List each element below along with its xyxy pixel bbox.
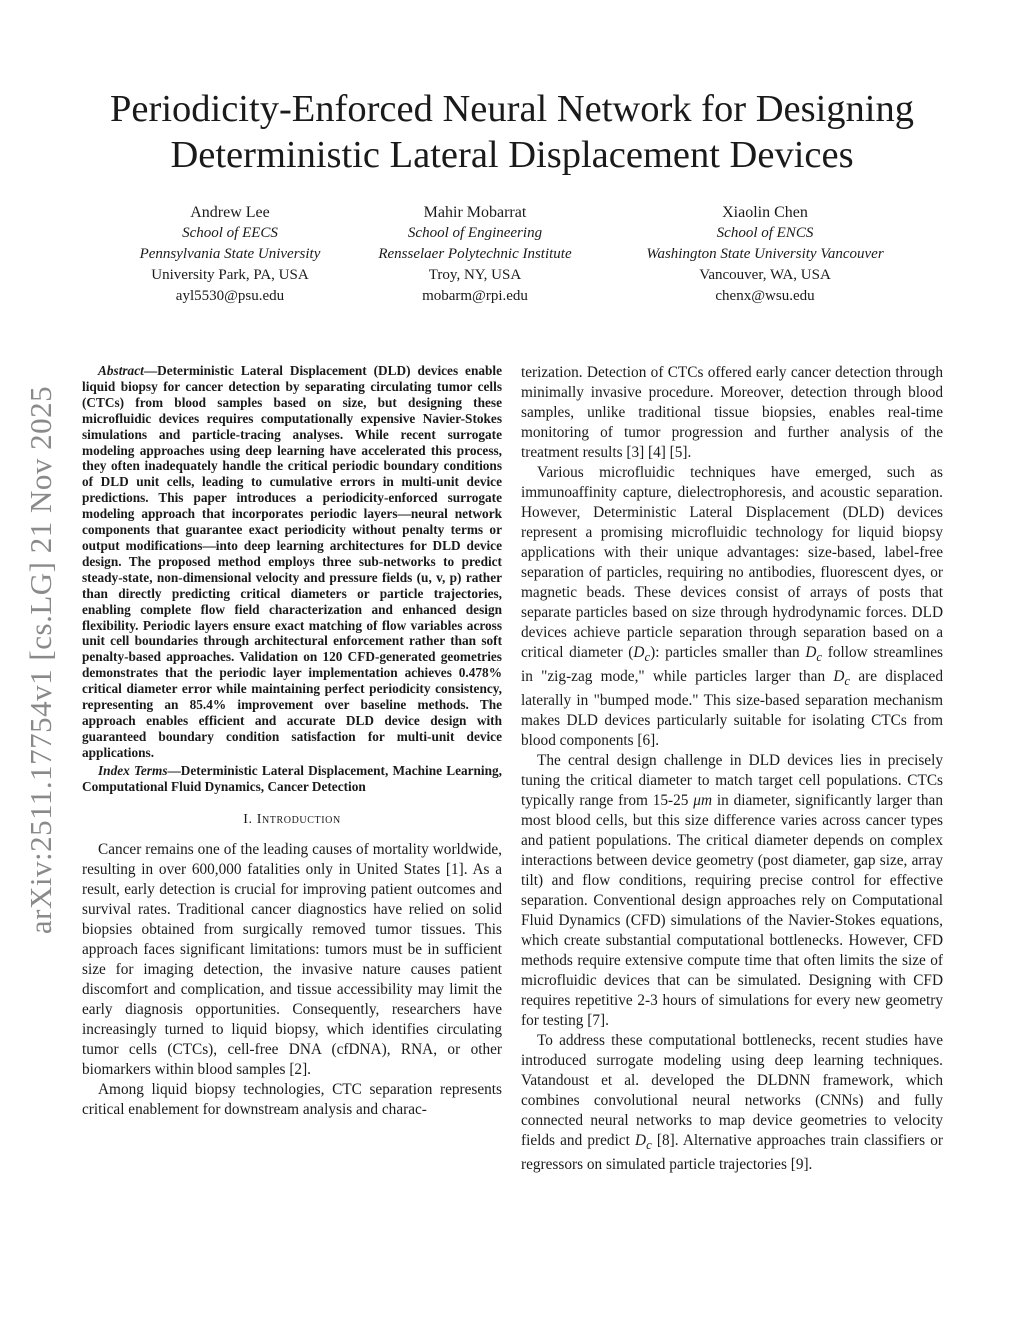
text-run: The central design challenge in DLD devices lies in precisely tuning the critical diameter to match target cell populations. CTCs typically range from 15-25 — [521, 752, 943, 810]
text-run: [8]. Alternative approaches train classifiers or regressors on simulated particle trajectories [9]. — [521, 1132, 943, 1174]
author-email: chenx@wsu.edu — [715, 288, 815, 304]
math-critical-diameter — [635, 1132, 652, 1153]
author-email: mobarm@rpi.edu — [422, 288, 528, 304]
math-critical-diameter — [633, 644, 651, 665]
author-email: ayl5530@psu.edu — [175, 288, 285, 304]
math-subscript: c — [844, 674, 851, 689]
math-symbol: D — [833, 668, 845, 686]
author-name: Mahir Mobarrat — [423, 204, 527, 221]
math-micrometer: μm — [693, 792, 712, 810]
index-terms-label: Index Terms — [98, 762, 168, 778]
right-column — [521, 363, 943, 1175]
author-3 — [600, 202, 930, 307]
author-2 — [345, 202, 605, 307]
body-paragraph: terization. Detection of CTCs offered early cancer detection through minimally invasive procedure. Moreover, detection through blood samples, unlike traditional tissue biopsies, enables real-time monitoring of tumor progression and further analysis of the treatment results [3] [4] [5]. — [521, 364, 943, 461]
paper-title — [0, 86, 1024, 178]
abstract — [82, 363, 502, 761]
body-paragraph — [521, 1031, 943, 1175]
body-paragraph: Among liquid biopsy technologies, CTC separation represents critical enablement for downstream analysis and charac- — [82, 1081, 502, 1119]
text-run: ): particles smaller than — [650, 644, 806, 661]
text-run: follow streamlines in "zig-zag mode," while particles larger than — [521, 644, 943, 686]
index-terms — [82, 763, 502, 795]
math-critical-diameter — [805, 644, 823, 665]
text-run: Various microfluidic techniques have emerged, such as immunoaffinity capture, dielectrophoresis, and acoustic separation. However, Deterministic Lateral Displacement (DLD) devices represent a promising microfluidic technology for liquid biopsy applications with their unique advantages: size-based, label-free separation of particles, requiring no antibodies, fluorescent dyes, or magnetic beads. These devices consist of arrays of posts that separate particles based on size through hydrodynamic forces. DLD devices achieve particle separation through separation based on a critical diameter ( — [521, 464, 943, 661]
author-institution: Rensselaer Polytechnic Institute — [378, 246, 572, 262]
title-line-1: Periodicity-Enforced Neural Network for Designing — [110, 88, 914, 130]
author-1 — [100, 202, 360, 307]
math-subscript: c — [646, 1138, 652, 1153]
math-symbol: D — [635, 1132, 647, 1150]
math-symbol: D — [633, 644, 645, 661]
section-number: I. — [243, 812, 257, 828]
math-subscript: c — [644, 650, 651, 665]
abstract-label: Abstract — [98, 363, 144, 378]
abstract-text: —Deterministic Lateral Displacement (DLD) devices enable liquid biopsy for cancer detection by separating circulating tumor cells (CTCs) from blood samples based on size, but designing these microfluidic devices requires computationally expensive Navier-Stokes simulations and particle-tracing analyses. While recent surrogate modeling approaches using deep learning have accelerated this process, they often inadequately handle the critical periodic boundary conditions of DLD unit cells, leading to cumulative errors in multi-unit device predictions. This paper introduces a periodicity-enforced surrogate modeling approach that incorporates periodic layers—neural network components that guarantee exact periodicity without penalty terms or output modifications—into deep learning architectures for DLD device design. The proposed method employs three sub-networks to predict steady-state, non-dimensional velocity and pressure fields (u, v, p) rather than directly predicting critical diameters or particle trajectories, enabling complete flow field characterization and enhanced design flexibility. Periodic layers ensure exact matching of flow variables across unit cell boundaries through architectural enforcement rather than soft penalty-based approaches. Validation on 120 CFD-generated geometries demonstrates that the periodic layer implementation achieves 0.478% critical diameter error while maintaining perfect periodicity consistency, representing an 85.4% improvement over baseline methods. The approach enables efficient and accurate DLD device design with guaranteed boundary condition satisfaction for multi-unit device applications. — [82, 363, 502, 760]
author-name: Andrew Lee — [190, 204, 270, 221]
body-paragraph — [521, 463, 943, 751]
index-terms-text: —Deterministic Lateral Displacement, Machine Learning, Computational Fluid Dynamics, Cancer Detection — [82, 762, 502, 794]
math-symbol: D — [805, 644, 817, 661]
text-run: are displaced laterally in "bumped mode." This size-based separation mechanism makes DLD devices particularly suitable for isolating CTCs from blood components [6]. — [521, 668, 943, 750]
arxiv-identifier: arXiv:2511.17754v1 [cs.LG] 21 Nov 2025 — [23, 385, 58, 935]
title-line-2: Deterministic Lateral Displacement Devices — [170, 134, 854, 176]
author-name: Xiaolin Chen — [722, 204, 808, 221]
math-subscript: c — [816, 650, 823, 665]
author-location: Vancouver, WA, USA — [699, 267, 831, 283]
author-institution: Washington State University Vancouver — [646, 246, 884, 262]
text-run: To address these computational bottlenecks, recent studies have introduced surrogate modeling using deep learning techniques. Vatandoust et al. developed the DLDNN framework, which combines convolutional neural networks (CNNs) and fully connected neural networks to map device geometries to velocity fields and predict — [521, 1032, 943, 1150]
left-column — [82, 363, 502, 1120]
section-title: Introduction — [256, 812, 341, 828]
text-run: in diameter, significantly larger than most blood cells, but this size difference varies across cancer types and patient populations. The critical diameter depends on complex interactions between device geometry (post diameter, gap size, array tilt) and flow conditions, requiring precise control for effective separation. Conventional design approaches rely on Computational Fluid Dynamics (CFD) simulations of the Navier-Stokes equations, which create substantial computational bottlenecks. However, CFD methods require extensive compute time that often limits the size of microfluidic devices that can be simulated. Designing with CFD requires repetitive 2-3 hours of simulations for every new geometry for testing [7]. — [521, 792, 943, 1030]
author-department: School of EECS — [182, 225, 278, 241]
author-department: School of ENCS — [716, 225, 814, 241]
body-paragraph: Cancer remains one of the leading causes of mortality worldwide, resulting in over 600,000 fatalities only in United States [1]. As a result, early detection is crucial for improving patient outcomes and survival rates. Traditional cancer diagnostics have relied on solid biopsies obtained from surgically removed tumor tissues. This approach faces significant limitations: tumors must be in sufficient size for imaging detection, the invasive nature causes patient discomfort and complication, and tissue accessibility may limit the early diagnosis opportunities. Consequently, researchers have increasingly turned to liquid biopsy, which identifies circulating tumor cells (CTCs), cell-free DNA (cfDNA), RNA, or other biomarkers within blood samples [2]. — [82, 841, 502, 1079]
section-heading-introduction — [82, 810, 502, 830]
author-department: School of Engineering — [407, 225, 543, 241]
body-paragraph — [521, 751, 943, 1031]
math-critical-diameter — [833, 668, 851, 689]
author-location: Troy, NY, USA — [428, 267, 522, 283]
author-location: University Park, PA, USA — [151, 267, 309, 283]
author-institution: Pennsylvania State University — [139, 246, 321, 262]
